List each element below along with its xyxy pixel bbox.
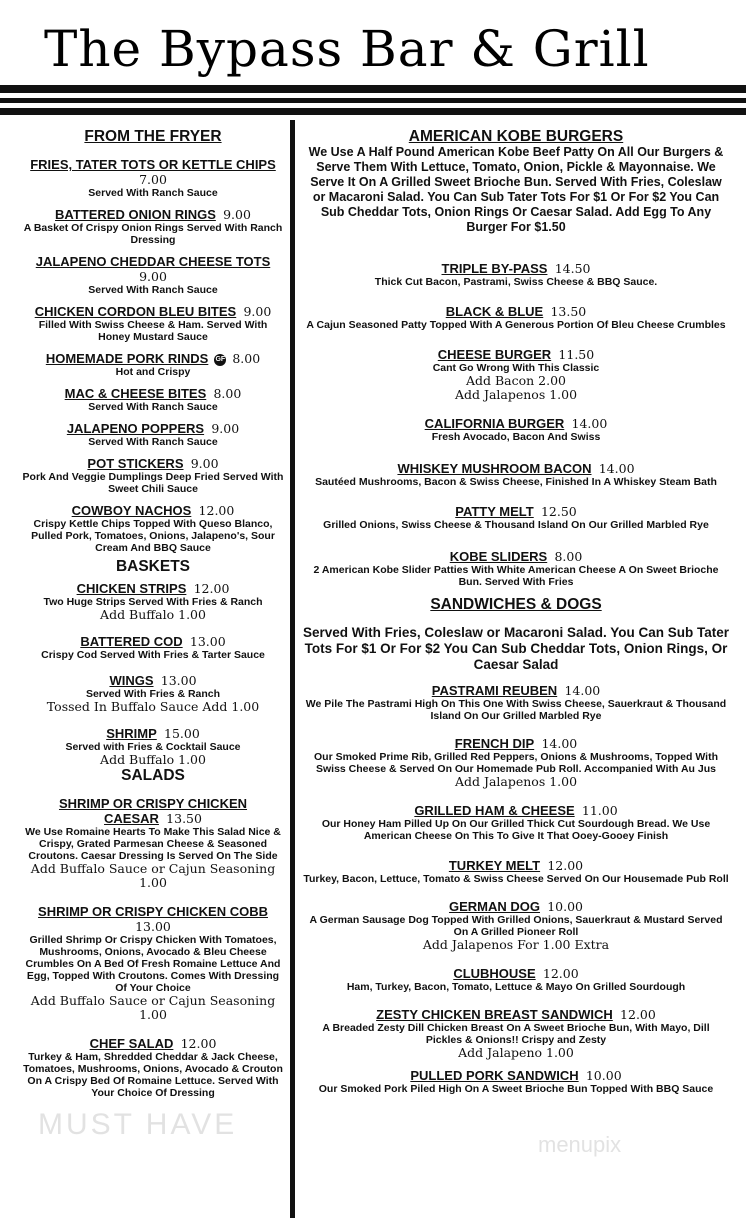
item-description: Ham, Turkey, Bacon, Tomato, Lettuce & Mayo On Grilled Sourdough [346,981,686,993]
item-description: A Breaded Zesty Dill Chicken Breast On A Sweet Brioche Bun, With Mayo, Dill Pickles & Onions!! Crispy and Zesty [322,1022,710,1046]
item-description: Served With Ranch Sauce [88,284,218,296]
menu-item [22,421,284,448]
item-name: JALAPENO CHEDDAR CHEESE TOTS [35,254,271,269]
item-add-on: Add Jalapeno 1.00 [458,1045,574,1060]
menu-item [303,304,729,331]
menu-item [303,858,729,885]
section-intro: Served With Fries, Coleslaw or Macaroni Salad. You Can Sub Tater Tots For $1 Or For $2 You Can Sub Cheddar Tots, Onion Rings, Or Caesar Salad [303,625,729,672]
item-name: JALAPENO POPPERS [66,421,205,436]
item-name: FRENCH DIP [454,736,535,751]
item-description: Served With Ranch Sauce [88,436,218,448]
item-description: We Use Romaine Hearts To Make This Salad Nice & Crispy, Grated Parmesan Cheese & Seasoned Croutons. Caesar Dressing Is Served On The Side [25,826,281,862]
item-description: Turkey, Bacon, Lettuce, Tomato & Swiss Cheese Served On Our Housemade Pub Roll [303,873,729,885]
menu-item [22,351,284,378]
item-price: 10.00 [585,1068,622,1083]
watermark-text: MUST HAVE [38,1108,238,1141]
item-price: 14.00 [571,416,608,431]
item-price: 8.00 [554,549,583,564]
item-price: 9.00 [223,207,251,222]
item-price: 14.00 [564,683,601,698]
menu-item [303,504,729,531]
menu-item [22,386,284,413]
item-add-on: Add Buffalo Sauce or Cajun Seasoning 1.00 [30,861,276,890]
item-add-on: Add Buffalo Sauce or Cajun Seasoning 1.00 [30,993,276,1022]
item-price: 10.00 [547,899,584,914]
item-name: SHRIMP OR CRISPY CHICKEN [58,796,248,811]
menu-item [22,304,284,343]
menu-item [22,634,284,661]
item-price: 12.50 [540,504,577,519]
item-add-on: Add Jalapenos 1.00 [454,774,578,789]
item-add-on: Tossed In Buffalo Sauce Add 1.00 [46,699,260,714]
menu-item [22,254,284,296]
item-name: CAESAR [104,811,159,826]
item-name: PATTY MELT [455,504,534,519]
left-column [22,126,284,1099]
item-name: FRIES, TATER TOTS OR KETTLE CHIPS [30,157,276,172]
item-price: 14.50 [554,261,591,276]
item-price: 9.00 [139,269,167,284]
page-title: The Bypass Bar & Grill [44,20,650,78]
section-heading-fryer: FROM THE FRYER [84,128,222,145]
item-name: POT STICKERS [87,456,184,471]
item-price: 13.00 [189,634,226,649]
item-name: CHICKEN STRIPS [76,581,187,596]
item-name: ZESTY CHICKEN BREAST SANDWICH [376,1007,613,1022]
item-price: 13.00 [135,919,171,934]
section-heading-burgers: AMERICAN KOBE BURGERS [408,128,624,145]
menu-item [22,904,284,1022]
item-name: WINGS [109,673,154,688]
item-price: 15.00 [164,726,200,741]
item-price: 11.50 [558,347,595,362]
item-name: TRIPLE BY-PASS [441,261,548,276]
item-description: Grilled Onions, Swiss Cheese & Thousand Island On Our Grilled Marbled Rye [323,519,709,531]
item-description: Crispy Kettle Chips Topped With Queso Blanco, Pulled Pork, Tomatoes, Onions, Jalapeno's, Sour Cream And BBQ Sauce [31,518,275,554]
menu-item [22,456,284,495]
item-name: TURKEY MELT [448,858,541,873]
item-description: Thick Cut Bacon, Pastrami, Swiss Cheese & BBQ Sauce. [374,276,658,288]
item-description: Our Smoked Pork Piled High On A Sweet Brioche Bun Topped With BBQ Sauce [318,1083,714,1095]
item-description: A German Sausage Dog Topped With Grilled Onions, Sauerkraut & Mustard Served On A Grilled Pioneer Roll [309,914,723,938]
menu-item [22,673,284,714]
section-heading-baskets: BASKETS [115,558,191,575]
item-name: COWBOY NACHOS [71,503,192,518]
item-description: Grilled Shrimp Or Crispy Chicken With Tomatoes, Mushrooms, Onions, Avocado & Bleu Cheese Crumbles On A Bed Of Fresh Romaine Lettuce And Egg, Topped With Croutons. Comes With Dressing Of Your Choice [25,934,281,994]
item-name: SHRIMP [106,726,157,741]
item-add-on: Add Jalapenos 1.00 [454,387,578,402]
item-price: 14.00 [541,736,578,751]
item-description: 2 American Kobe Slider Patties With White American Cheese A On Sweet Brioche Bun. Served With Fries [313,564,719,588]
section-heading-salads: SALADS [121,767,185,784]
menu-item [22,157,284,199]
item-name: CALIFORNIA BURGER [424,416,565,431]
menu-item [303,261,729,288]
item-price: 7.00 [139,172,167,187]
header-divider [0,108,746,115]
item-description: Cant Go Wrong With This Classic [432,362,600,374]
item-name: BATTERED ONION RINGS [55,207,216,222]
right-column [303,126,729,1095]
item-description: Served With Fries & Ranch [85,688,221,700]
item-price: 12.00 [180,1036,217,1051]
item-add-on: Add Buffalo 1.00 [100,752,206,767]
header-divider [0,98,746,103]
menu-item [303,683,729,722]
item-description: Our Honey Ham Pilled Up On Our Grilled Thick Cut Sourdough Bread. We Use American Cheese On This To Give It That Ooey-Gooey Finish [321,818,711,842]
menu-item [303,347,729,402]
column-divider [290,120,295,1218]
item-description: Pork And Veggie Dumplings Deep Fried Served With Sweet Chili Sauce [22,471,284,495]
item-name: CHICKEN CORDON BLEU BITES [34,304,237,319]
menu-item [303,549,729,588]
item-price: 14.00 [598,461,635,476]
item-name: MAC & CHEESE BITES [64,386,207,401]
watermark-text: menupix [538,1132,622,1157]
item-price: 13.00 [160,673,197,688]
item-name: GRILLED HAM & CHEESE [414,803,575,818]
item-name: BATTERED COD [80,634,183,649]
item-description: A Cajun Seasoned Patty Topped With A Generous Portion Of Bleu Cheese Crumbles [306,319,726,331]
item-name: WHISKEY MUSHROOM BACON [397,461,592,476]
item-description: Served With Ranch Sauce [88,187,218,199]
item-price: 12.00 [620,1007,656,1022]
menu-item [303,966,729,993]
section-heading-sandwiches: SANDWICHES & DOGS [430,596,602,613]
item-name: BLACK & BLUE [445,304,544,319]
menu-item [22,726,284,767]
item-name: GERMAN DOG [448,899,540,914]
item-description: Filled With Swiss Cheese & Ham. Served With Honey Mustard Sauce [38,319,268,343]
item-description: Served With Ranch Sauce [88,401,218,413]
menu-item [22,1036,284,1099]
item-price: 8.00 [232,351,261,366]
item-description: Hot and Crispy [115,366,191,378]
item-description: Crispy Cod Served With Fries & Tarter Sauce [41,649,265,661]
menu-item [303,416,729,443]
menu-item [303,1068,729,1095]
item-name: KOBE SLIDERS [449,549,548,564]
item-description: Two Huge Strips Served With Fries & Ranch [43,596,263,608]
item-name: SHRIMP OR CRISPY CHICKEN COBB [38,904,268,919]
menu-item [22,796,284,890]
item-name: CHEF SALAD [89,1036,174,1051]
item-price: 9.00 [211,421,240,436]
item-add-on: Add Jalapenos For 1.00 Extra [422,937,610,952]
menu-item [303,899,729,952]
menu-item [303,803,729,842]
item-description: Fresh Avocado, Bacon And Swiss [431,431,601,443]
menu-item [303,1007,729,1060]
section-intro: We Use A Half Pound American Kobe Beef Patty On All Our Burgers & Serve Them With Lettuce, Tomato, Onion, Pickle & Mayonnaise. We Serve It On A Grilled Sweet Brioche Bun. Served With Fries, Coleslaw or Macaroni Salad. You Can Sub Tater Tots For $1 Or For $2 You Can Sub Cheddar Tots, Onion Rings Or Caesar Salad. Add Egg To Any Burger For $1.50 [308,145,724,234]
item-price: 9.00 [243,304,272,319]
item-add-on: Add Buffalo 1.00 [100,607,206,622]
item-description: We Pile The Pastrami High On This One With Swiss Cheese, Sauerkraut & Thousand Island On Our Grilled Marbled Rye [305,698,727,722]
header-divider [0,85,746,93]
item-description: A Basket Of Crispy Onion Rings Served With Ranch Dressing [23,222,283,246]
item-price: 12.00 [193,581,230,596]
item-name: CHEESE BURGER [437,347,552,362]
menu-item [22,581,284,622]
item-name: CLUBHOUSE [453,966,536,981]
menu-item [303,736,729,789]
item-name: PASTRAMI REUBEN [431,683,558,698]
item-price: 13.50 [166,811,202,826]
item-description: Sautéed Mushrooms, Bacon & Swiss Cheese, Finished In A Whiskey Steam Bath [315,476,717,488]
item-name: PULLED PORK SANDWICH [410,1068,579,1083]
item-price: 12.00 [542,966,579,981]
menu-item [22,207,284,246]
item-name: HOMEMADE PORK RINDS [45,351,209,366]
item-description: Our Smoked Prime Rib, Grilled Red Peppers, Onions & Mushrooms, Topped With Swiss Cheese & Served On Our Homemade Pub Roll. Accompanied With Au Jus [313,751,718,775]
item-description: Turkey & Ham, Shredded Cheddar & Jack Cheese, Tomatoes, Mushrooms, Onions, Avocado & Crouton On A Crispy Bed Of Romaine Lettuce. Served With Your Choice Of Dressing [23,1051,283,1099]
item-price: 8.00 [213,386,242,401]
item-description: Served with Fries & Cocktail Sauce [65,741,241,753]
item-price: 12.00 [198,503,235,518]
item-add-on: Add Bacon 2.00 [465,373,567,388]
item-price: 11.00 [581,803,618,818]
item-price: 9.00 [190,456,219,471]
item-price: 13.50 [550,304,587,319]
menu-item [303,461,729,488]
gluten-free-icon: GF [214,354,226,366]
item-price: 12.00 [547,858,584,873]
menu-item [22,503,284,554]
